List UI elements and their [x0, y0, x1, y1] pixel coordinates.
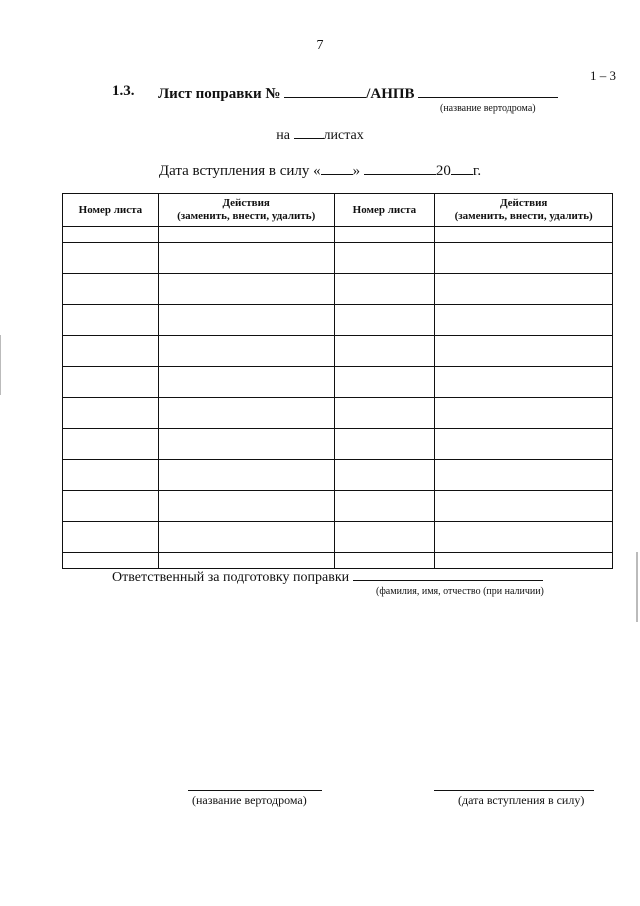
table-cell[interactable]	[435, 258, 613, 274]
table-cell[interactable]	[435, 320, 613, 336]
table-row	[63, 289, 613, 305]
header-actions-1: Действия (заменить, внести, удалить)	[158, 194, 334, 227]
table-body	[63, 227, 613, 569]
table-cell[interactable]	[63, 491, 159, 507]
table-cell[interactable]	[63, 320, 159, 336]
table-row	[63, 398, 613, 414]
table-cell[interactable]	[158, 367, 334, 383]
table-cell[interactable]	[158, 429, 334, 445]
scan-edge-mark-left	[0, 335, 1, 395]
table-row	[63, 475, 613, 491]
responsible-caption: (фамилия, имя, отчество (при наличии)	[376, 586, 544, 597]
header-actions-2: Действия (заменить, внести, удалить)	[435, 194, 613, 227]
table-row	[63, 227, 613, 243]
table-cell[interactable]	[334, 305, 435, 321]
table-cell[interactable]	[435, 243, 613, 259]
table-cell[interactable]	[63, 274, 159, 290]
table-row	[63, 444, 613, 460]
table-cell[interactable]	[435, 227, 613, 243]
table-row	[63, 258, 613, 274]
table-cell[interactable]	[435, 382, 613, 398]
table-cell[interactable]	[158, 274, 334, 290]
year-prefix: 20	[435, 163, 451, 179]
table-cell[interactable]	[63, 305, 159, 321]
table-cell[interactable]	[435, 444, 613, 460]
table-cell[interactable]	[435, 491, 613, 507]
table-cell[interactable]	[435, 460, 613, 476]
heliport-name-field[interactable]	[418, 83, 558, 98]
section-number: 1.3.	[112, 83, 135, 99]
page-number: 7	[316, 38, 324, 53]
table-cell[interactable]	[63, 460, 159, 476]
table-cell[interactable]	[435, 537, 613, 553]
responsible-name-field[interactable]	[353, 566, 543, 581]
table-cell[interactable]	[158, 491, 334, 507]
table-row	[63, 351, 613, 367]
table-cell[interactable]	[334, 243, 435, 259]
table-cell[interactable]	[334, 289, 435, 305]
table-cell[interactable]	[63, 475, 159, 491]
table-row	[63, 491, 613, 507]
table-cell[interactable]	[63, 506, 159, 522]
table-row	[63, 243, 613, 259]
table-cell[interactable]	[158, 289, 334, 305]
scan-edge-mark	[636, 552, 638, 622]
title-suffix: /АНПВ	[366, 86, 415, 102]
heliport-caption: (название вертодрома)	[440, 103, 536, 114]
table-cell[interactable]	[63, 243, 159, 259]
amendment-number-field[interactable]	[284, 83, 366, 98]
table-cell[interactable]	[63, 336, 159, 352]
table-cell[interactable]	[63, 398, 159, 414]
table-cell[interactable]	[334, 258, 435, 274]
table-cell[interactable]	[158, 413, 334, 429]
sheet-count-field[interactable]	[294, 124, 324, 139]
table-cell[interactable]	[334, 367, 435, 383]
table-cell[interactable]	[435, 367, 613, 383]
table-cell[interactable]	[63, 413, 159, 429]
table-cell[interactable]	[158, 258, 334, 274]
table-row	[63, 429, 613, 445]
table-cell[interactable]	[63, 522, 159, 538]
table-cell[interactable]	[158, 537, 334, 553]
footer-heliport-caption: (название вертодрома)	[192, 793, 307, 807]
amendment-table	[62, 193, 613, 569]
table-cell[interactable]	[435, 305, 613, 321]
table-cell[interactable]	[63, 537, 159, 553]
table-cell[interactable]	[435, 336, 613, 352]
corner-number: 1 – 3	[590, 68, 616, 83]
date-prefix: Дата вступления в силу «	[158, 163, 321, 179]
header-sheet-number-1: Номер листа	[63, 194, 159, 227]
day-field[interactable]	[321, 160, 353, 175]
table-cell[interactable]	[63, 444, 159, 460]
effective-date-line	[0, 160, 640, 180]
table-cell[interactable]	[63, 289, 159, 305]
table-cell[interactable]	[63, 367, 159, 383]
date-signature-line[interactable]	[434, 790, 594, 791]
table-row	[63, 460, 613, 476]
table-cell[interactable]	[334, 351, 435, 367]
responsible-label: Ответственный за подготовку поправки	[112, 570, 350, 585]
year-field[interactable]	[451, 160, 473, 175]
table-cell[interactable]	[334, 444, 435, 460]
table-cell[interactable]	[435, 506, 613, 522]
table-row	[63, 305, 613, 321]
sheets-prefix: на	[276, 128, 290, 143]
table-row	[63, 413, 613, 429]
date-mid: »	[352, 163, 361, 179]
table-cell[interactable]	[334, 506, 435, 522]
table-row	[63, 320, 613, 336]
responsible-line	[112, 566, 543, 586]
table-cell[interactable]	[334, 460, 435, 476]
table-cell[interactable]	[158, 351, 334, 367]
sheets-line	[0, 124, 640, 144]
table-cell[interactable]	[158, 522, 334, 538]
table-row	[63, 522, 613, 538]
section-title	[158, 83, 558, 103]
table-cell[interactable]	[334, 227, 435, 243]
table-cell[interactable]	[334, 398, 435, 414]
table-cell[interactable]	[63, 429, 159, 445]
table-row	[63, 382, 613, 398]
table-cell[interactable]	[158, 320, 334, 336]
table-cell[interactable]	[334, 491, 435, 507]
table-cell[interactable]	[158, 506, 334, 522]
table-cell[interactable]	[158, 336, 334, 352]
table-cell[interactable]	[435, 429, 613, 445]
table-row	[63, 537, 613, 553]
table-cell[interactable]	[334, 475, 435, 491]
table-cell[interactable]	[435, 274, 613, 290]
table-cell[interactable]	[334, 413, 435, 429]
table-cell[interactable]	[158, 398, 334, 414]
table-row	[63, 274, 613, 290]
table-cell[interactable]	[334, 537, 435, 553]
table-cell[interactable]	[334, 522, 435, 538]
table-cell[interactable]	[435, 351, 613, 367]
table-row	[63, 506, 613, 522]
header-sheet-number-2: Номер листа	[334, 194, 435, 227]
table-cell[interactable]	[158, 227, 334, 243]
table-cell[interactable]	[435, 522, 613, 538]
table-cell[interactable]	[158, 382, 334, 398]
table-row	[63, 367, 613, 383]
table-cell[interactable]	[158, 460, 334, 476]
footer-date-caption: (дата вступления в силу)	[458, 793, 585, 807]
table-cell[interactable]	[435, 289, 613, 305]
table-cell[interactable]	[63, 351, 159, 367]
table-cell[interactable]	[63, 227, 159, 243]
title-prefix: Лист поправки №	[158, 86, 281, 102]
table-cell[interactable]	[435, 398, 613, 414]
month-field[interactable]	[364, 160, 436, 175]
table-cell[interactable]	[158, 305, 334, 321]
sheets-suffix: листах	[323, 128, 364, 143]
table-cell[interactable]	[334, 429, 435, 445]
heliport-signature-line[interactable]	[188, 790, 322, 791]
table-cell[interactable]	[158, 475, 334, 491]
table-cell[interactable]	[334, 336, 435, 352]
table-cell[interactable]	[334, 274, 435, 290]
table-cell[interactable]	[63, 382, 159, 398]
table-cell[interactable]	[435, 475, 613, 491]
date-suffix: г.	[472, 163, 482, 179]
table-cell[interactable]	[158, 243, 334, 259]
table-cell[interactable]	[334, 320, 435, 336]
table-row	[63, 336, 613, 352]
table-cell[interactable]	[334, 382, 435, 398]
table-cell[interactable]	[435, 413, 613, 429]
table-cell[interactable]	[158, 444, 334, 460]
table-cell[interactable]	[63, 258, 159, 274]
